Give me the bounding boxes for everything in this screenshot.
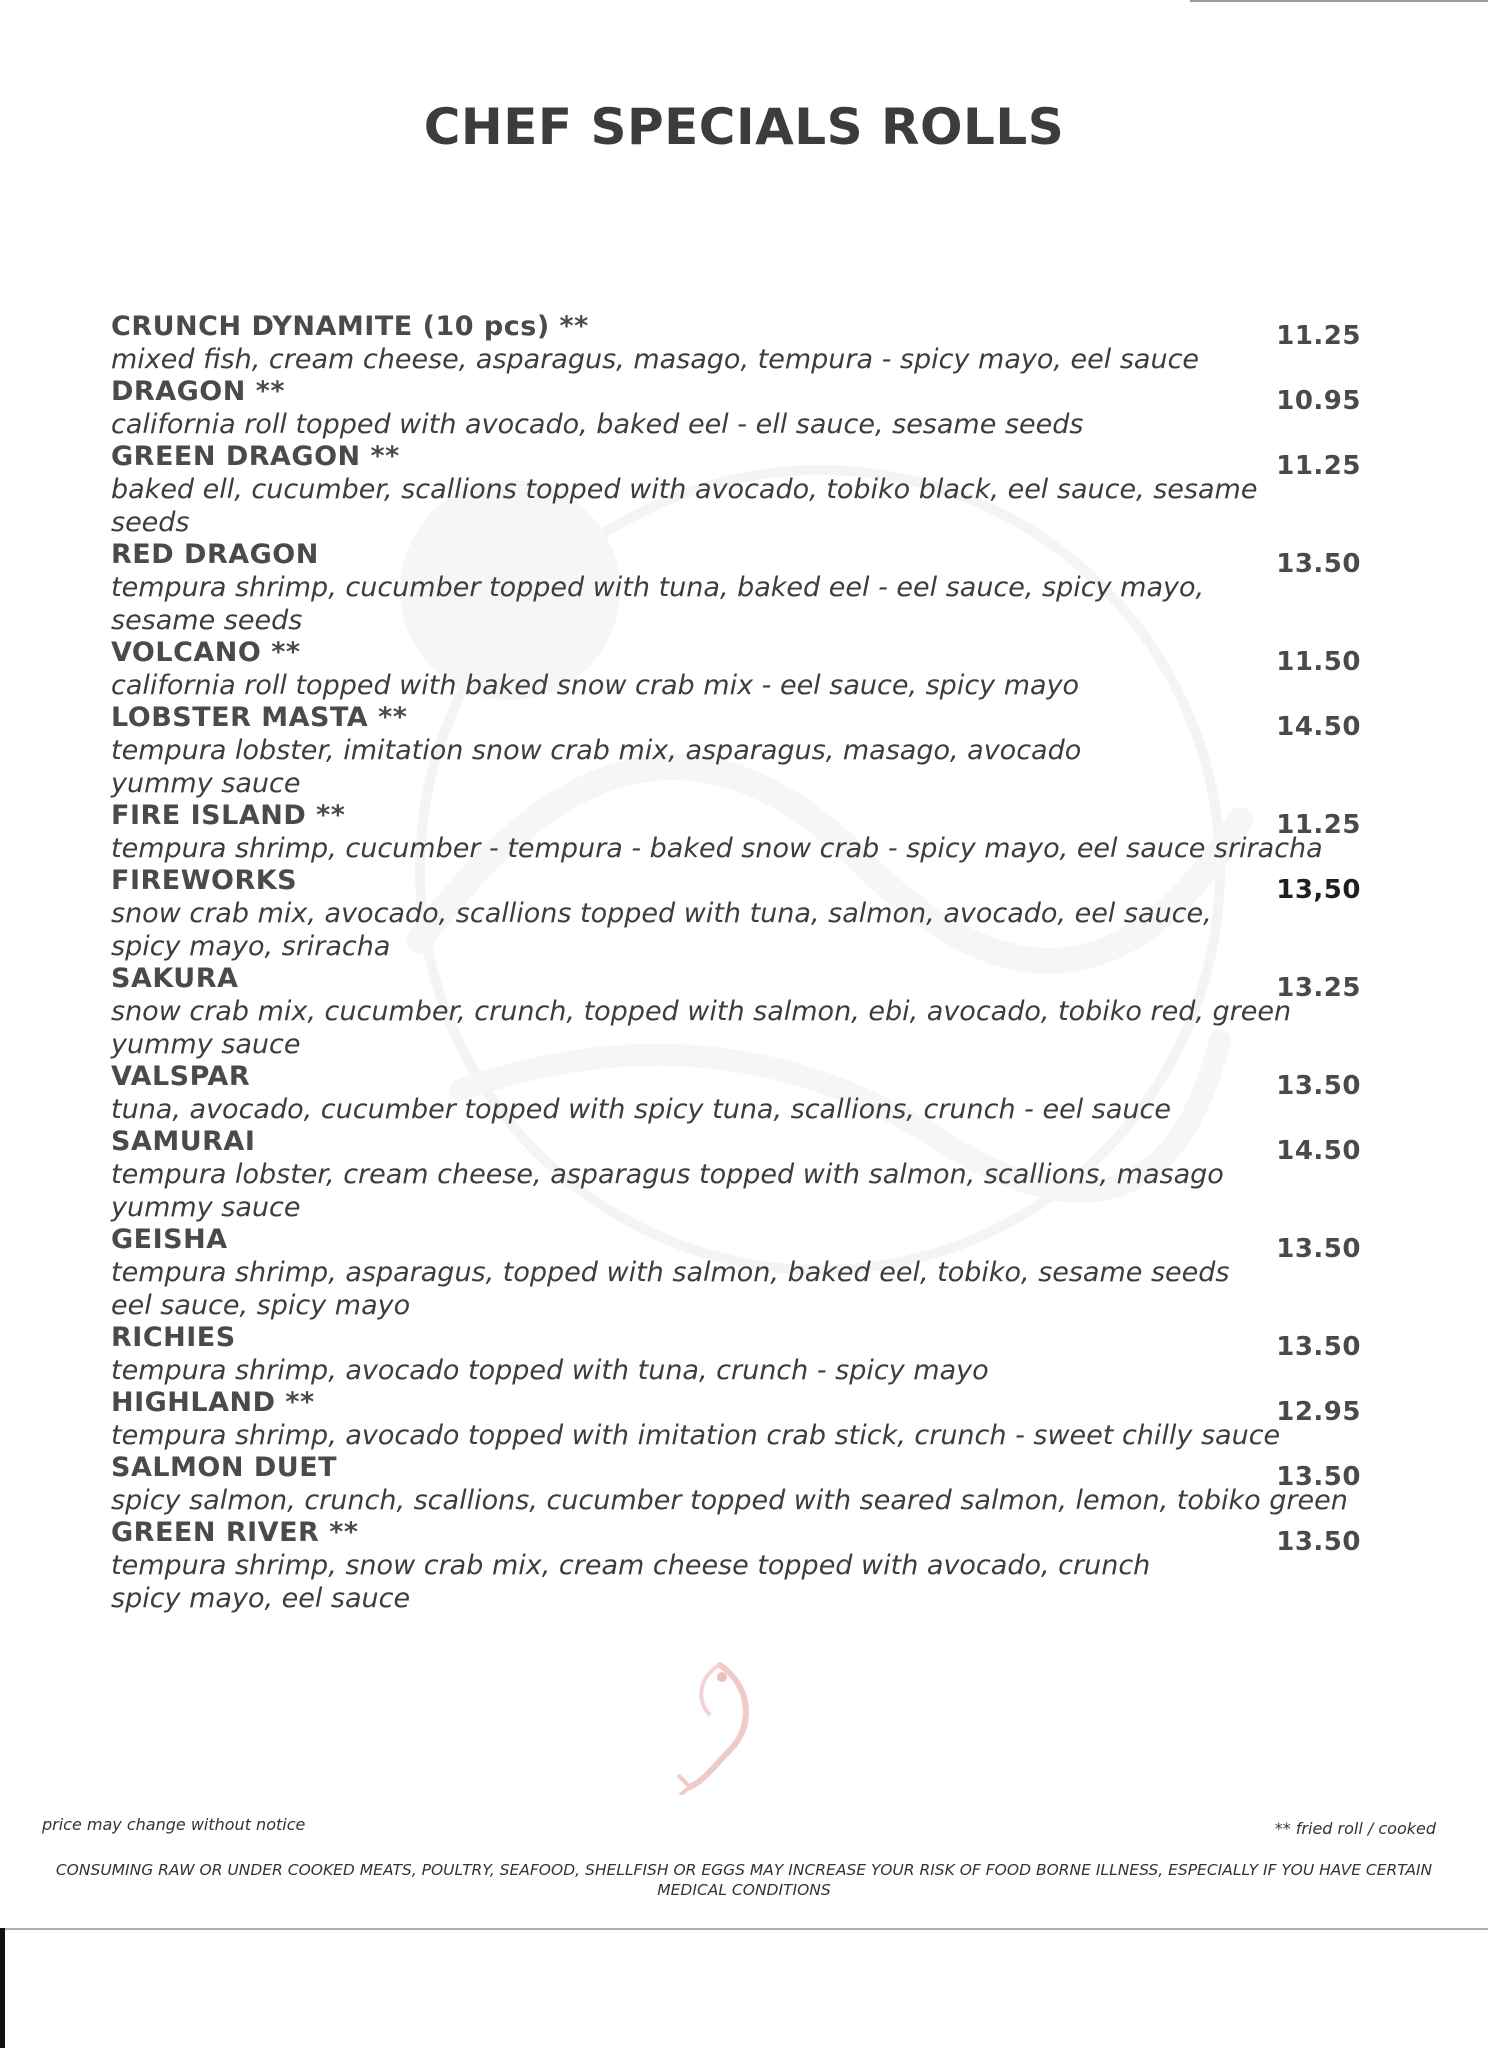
fried-roll-note: ** fried roll / cooked <box>1274 1819 1436 1838</box>
item-description: snow crab mix, cucumber, crunch, topped with salmon, ebi, avocado, tobiko red, green yummy sauce <box>111 996 1292 1060</box>
item-price: 13.50 <box>1276 549 1361 579</box>
menu-item <box>111 1224 1361 1322</box>
item-description: tempura lobster, cream cheese, asparagus topped with salmon, scallions, masago yummy sauce <box>111 1159 1224 1223</box>
item-price: 13.25 <box>1276 973 1361 1003</box>
menu-item <box>111 1061 1361 1126</box>
koi-fish-logo <box>660 1655 780 1795</box>
item-name: GREEN DRAGON ** <box>111 441 400 472</box>
menu-item <box>111 702 1361 800</box>
item-name: GEISHA <box>111 1224 228 1255</box>
item-description: tempura shrimp, asparagus, topped with salmon, baked eel, tobiko, sesame seeds eel sauce, spicy mayo <box>111 1257 1230 1321</box>
item-price: 11.25 <box>1276 451 1361 481</box>
item-description: california roll topped with avocado, baked eel - ell sauce, sesame seeds <box>111 409 1084 440</box>
item-description: tempura shrimp, avocado topped with tuna, crunch - spicy mayo <box>111 1355 989 1386</box>
scan-edge <box>0 1928 5 2048</box>
item-description: tuna, avocado, cucumber topped with spicy tuna, scallions, crunch - eel sauce <box>111 1094 1171 1125</box>
item-price: 10.95 <box>1276 386 1361 416</box>
item-name: VALSPAR <box>111 1061 251 1092</box>
item-name: SALMON DUET <box>111 1452 338 1483</box>
item-price: 13,50 <box>1276 875 1361 905</box>
item-name: GREEN RIVER ** <box>111 1517 359 1548</box>
item-price: 13.50 <box>1276 1234 1361 1264</box>
bottom-rule <box>0 1928 1488 1930</box>
item-price: 12.95 <box>1276 1397 1361 1427</box>
item-price: 11.25 <box>1276 810 1361 840</box>
item-description: tempura shrimp, snow crab mix, cream cheese topped with avocado, crunch spicy mayo, eel sauce <box>111 1550 1151 1614</box>
price-change-note: price may change without notice <box>42 1815 306 1834</box>
item-description: tempura lobster, imitation snow crab mix, asparagus, masago, avocado yummy sauce <box>111 735 1082 799</box>
menu-item <box>111 1517 1361 1615</box>
menu-item <box>111 1126 1361 1224</box>
item-description: california roll topped with baked snow crab mix - eel sauce, spicy mayo <box>111 670 1080 701</box>
item-description: baked ell, cucumber, scallions topped with avocado, tobiko black, eel sauce, sesame seeds <box>111 474 1258 538</box>
health-disclaimer: CONSUMING RAW OR UNDER COOKED MEATS, POULTRY, SEAFOOD, SHELLFISH OR EGGS MAY INCREASE YOUR RISK OF FOOD BORNE ILLNESS, ESPECIALLY IF YOU HAVE CERTAIN MEDICAL CONDITIONS <box>55 1861 1433 1899</box>
item-price: 11.50 <box>1276 647 1361 677</box>
menu-list <box>111 311 1361 1615</box>
top-rule <box>1190 0 1488 2</box>
item-description: tempura shrimp, avocado topped with imitation crab stick, crunch - sweet chilly sauce <box>111 1420 1281 1451</box>
item-name: FIREWORKS <box>111 865 298 896</box>
item-name: RICHIES <box>111 1322 236 1353</box>
item-price: 14.50 <box>1276 712 1361 742</box>
item-name: RED DRAGON <box>111 539 319 570</box>
menu-item <box>111 539 1361 637</box>
page-title: CHEF SPECIALS ROLLS <box>423 98 1065 156</box>
item-name: SAKURA <box>111 963 239 994</box>
menu-item <box>111 963 1361 1061</box>
item-name: CRUNCH DYNAMITE (10 pcs) ** <box>111 311 589 342</box>
item-description: tempura shrimp, cucumber topped with tuna, baked eel - eel sauce, spicy mayo, sesame seeds <box>111 572 1205 636</box>
item-price: 13.50 <box>1276 1332 1361 1362</box>
menu-item <box>111 311 1361 376</box>
item-price: 13.50 <box>1276 1527 1361 1557</box>
menu-item <box>111 441 1361 539</box>
item-name: FIRE ISLAND ** <box>111 800 346 831</box>
item-name: LOBSTER MASTA ** <box>111 702 408 733</box>
menu-item <box>111 376 1361 441</box>
item-description: snow crab mix, avocado, scallions topped with tuna, salmon, avocado, eel sauce, spicy mayo, sriracha <box>111 898 1212 962</box>
menu-item <box>111 865 1361 963</box>
menu-item <box>111 1387 1361 1452</box>
item-name: HIGHLAND ** <box>111 1387 315 1418</box>
item-description: mixed fish, cream cheese, asparagus, masago, tempura - spicy mayo, eel sauce <box>111 344 1200 375</box>
item-name: SAMURAI <box>111 1126 256 1157</box>
item-description: tempura shrimp, cucumber - tempura - baked snow crab - spicy mayo, eel sauce sriracha <box>111 833 1323 864</box>
item-price: 13.50 <box>1276 1071 1361 1101</box>
item-price: 13.50 <box>1276 1462 1361 1492</box>
menu-item <box>111 1452 1361 1517</box>
item-price: 14.50 <box>1276 1136 1361 1166</box>
menu-item <box>111 800 1361 865</box>
item-name: VOLCANO ** <box>111 637 301 668</box>
item-price: 11.25 <box>1276 321 1361 351</box>
menu-item <box>111 1322 1361 1387</box>
item-description: spicy salmon, crunch, scallions, cucumber topped with seared salmon, lemon, tobiko green <box>111 1485 1348 1516</box>
menu-item <box>111 637 1361 702</box>
item-name: DRAGON ** <box>111 376 285 407</box>
